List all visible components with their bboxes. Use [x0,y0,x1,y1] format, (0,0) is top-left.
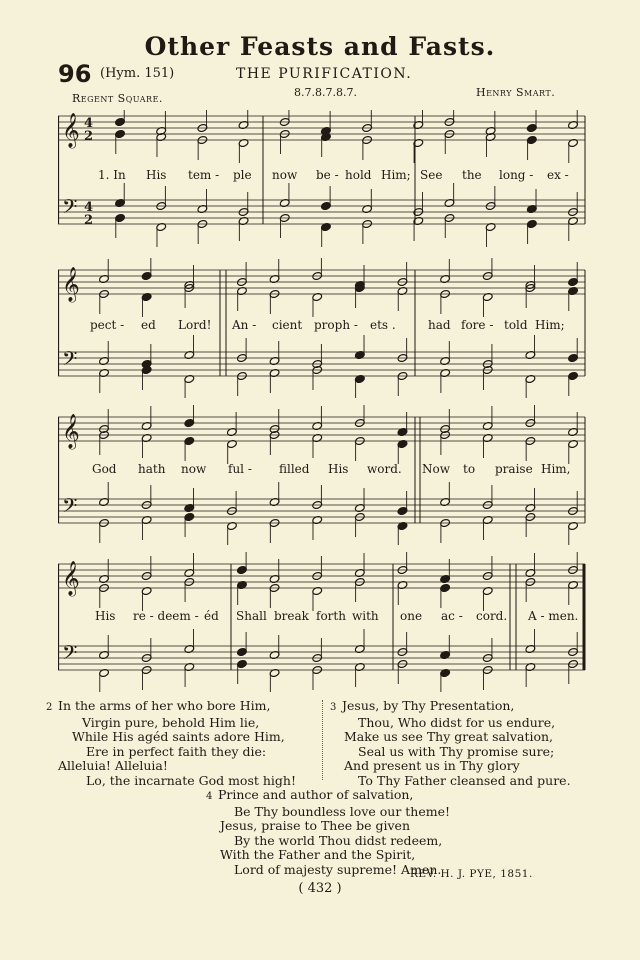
verse-line: Lo, the incarnate God most high! [86,772,296,788]
lyric-syllable: one [400,609,423,623]
lyric-syllable: re - deem - [133,609,199,623]
lyric-syllable: God [92,462,117,476]
time-signature-bottom: 2 [84,129,94,144]
verse-number: 2 [46,702,53,713]
lyric-syllable: word. [367,462,402,476]
lyric-syllable: ful - [228,462,252,476]
verse-number: 4 [206,791,213,802]
verse-line: Make us see Thy great salvation, [344,729,554,745]
lyric-syllable: filled [279,462,310,476]
text-attribution: REV. H. J. PYE, 1851. [410,868,533,880]
lyric-syllable: long - [499,168,534,182]
treble-clef-icon: 𝄞 [62,561,80,596]
music-system-2 [58,258,588,398]
lyric-syllable: Lord! [178,318,212,332]
music-system-1 [58,110,588,260]
lyric-syllable: ple [233,168,252,182]
time-signature-top: 4 [84,116,94,131]
lyric-syllable: An - [232,318,257,332]
lyric-syllable: hold [345,168,372,182]
staff-notation-1 [58,110,588,260]
lyric-syllable: fore - [461,318,494,332]
verse-line: To Thy Father cleansed and pure. [358,772,571,788]
lyrics-line-1 [58,168,588,184]
bass-clef-icon: 𝄢 [62,494,78,522]
music-system-4 [58,552,588,692]
lyric-syllable: now [272,168,298,182]
lyric-syllable: See [420,168,443,182]
verse-line: Jesus, by Thy Presentation, [342,698,515,713]
lyric-syllable: Now [422,462,450,476]
composer-name: Henry Smart. [476,86,556,99]
verse-line: And present us in Thy glory [344,758,520,774]
hymn-number: 96 [58,60,92,88]
page-number: ( 432 ) [298,881,342,896]
tune-name: Regent Square. [72,92,163,105]
verse-line: In the arms of her who bore Him, [58,698,271,713]
lyric-syllable: praise [495,462,533,476]
lyric-syllable: to [463,462,476,476]
verse-divider [322,700,324,780]
lyric-syllable: break [274,609,309,623]
lyric-syllable: forth [316,609,346,623]
lyrics-line-3 [58,462,588,478]
verse-line: Thou, Who didst for us endure, [358,714,556,730]
lyric-syllable: His [328,462,349,476]
verse-2 [46,699,296,789]
section-title: Other Feasts and Fasts. [144,32,496,61]
bass-clef-icon: 𝄢 [62,641,78,669]
lyric-syllable: told [504,318,528,332]
bass-clef-icon: 𝄢 [62,195,78,223]
verse-line: Alleluia! Alleluia! [58,758,168,774]
hymn-meter: 8.7.8.7.8.7. [294,86,357,99]
lyric-syllable: cord. [476,609,508,623]
lyric-syllable: His [146,168,167,182]
lyric-syllable: ed [141,318,156,332]
lyric-syllable: proph - [314,318,358,332]
lyric-syllable: Him, [541,462,571,476]
lyric-syllable: éd [204,609,219,623]
verse-line: Lord of majesty supreme! Amen. [234,861,442,877]
bass-clef-icon: 𝄢 [62,347,78,375]
treble-clef-icon: 𝄞 [62,267,80,302]
treble-clef-icon: 𝄞 [62,414,80,449]
time-signature-bottom: 2 [84,213,94,228]
verse-line: Seal us with Thy promise sure; [358,743,555,759]
lyric-syllable: Him; [381,168,411,182]
lyric-syllable: 1. In [98,168,126,182]
lyric-syllable: pect - [90,318,125,332]
verse-number: 3 [330,702,337,713]
music-system-3 [58,405,588,545]
lyric-syllable: hath [138,462,166,476]
verse-line: Virgin pure, behold Him lie, [82,714,260,730]
treble-clef-icon: 𝄞 [62,113,80,148]
verse-3 [330,699,571,789]
lyrics-line-2 [58,318,588,334]
verse-line: While His agéd saints adore Him, [72,729,285,745]
lyric-syllable: had [428,318,451,332]
verse-line: Jesus, praise to Thee be given [220,818,411,834]
verse-4 [206,788,450,878]
lyric-syllable: cient [272,318,303,332]
lyric-syllable: A - men. [528,609,579,623]
lyric-syllable: the [462,168,482,182]
verse-line: Prince and author of salvation, [218,787,414,802]
verse-line: By the world Thou didst redeem, [234,832,443,848]
time-signature-top: 4 [84,200,94,215]
lyric-syllable: be - [316,168,339,182]
lyric-syllable: ets . [370,318,396,332]
lyric-syllable: now [181,462,207,476]
hymn-reference: (Hym. 151) [100,66,175,81]
lyric-syllable: ex - [547,168,569,182]
lyric-syllable: with [352,609,379,623]
hymn-title: THE PURIFICATION. [236,66,413,82]
lyric-syllable: His [95,609,116,623]
lyrics-line-4 [58,609,588,625]
lyric-syllable: Him; [535,318,565,332]
verse-line: With the Father and the Spirit, [220,847,416,863]
lyric-syllable: ac - [441,609,463,623]
verse-line: Ere in perfect faith they die: [86,743,267,759]
lyric-syllable: Shall [236,609,267,623]
verse-line: Be Thy boundless love our theme! [234,803,451,819]
lyric-syllable: tem - [188,168,220,182]
